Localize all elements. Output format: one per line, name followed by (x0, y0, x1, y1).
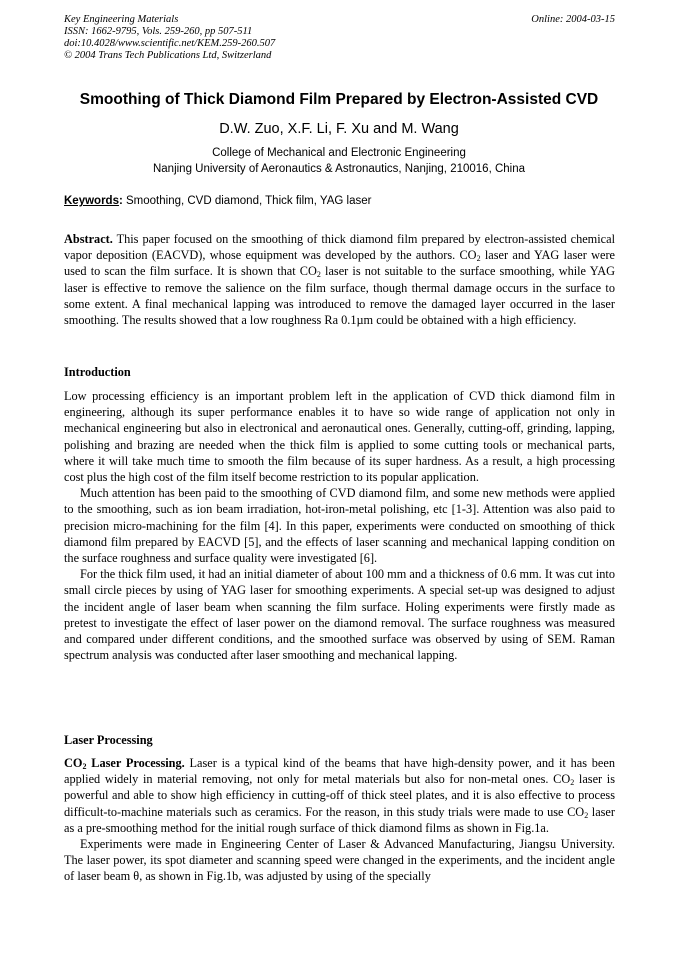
abstract-sub-2: 2 (316, 270, 321, 280)
intro-paragraph-1: Low processing efficiency is an important problem left in the application of CVD thick diamond film in engineering, although its super performance enables it to have so wide range of application not only in mechanical engineering but also in electronical and aeronautical ones. Generally, cutting-off, grinding, lapping, polishing and brazing are needed when the thick film is applied to some cutting tools or mechanical parts, where it will take much time to smooth the film because of its super hardness. As a result, a high processing cost plus the high cost of the film itself become restriction to its popular application. (64, 389, 615, 485)
laser-paragraph-1: $CO_2$ Laser Processing. Laser is a typical kind of the beams that have high-density power, and it has been applied widely in material removing, not only for metal materials but also for non-metal ones. $CO_2$ laser is powerful and able to show high efficiency in cutting-off of thick steel plates, and it is also effective to process difficult-to-machine materials such as ceramics. For the reason, in this study trials were made to use $CO_2$ laser as a pre-smoothing method for the initial rough surface of thick diamond films as shown in Fig.1a. (64, 756, 616, 835)
affiliation (0, 145, 678, 177)
keywords-label: Keywords (64, 195, 119, 207)
affiliation-line-1: College of Mechanical and Electronic Engineering (212, 147, 466, 159)
keywords-colon: : (118, 195, 123, 207)
introduction-heading: Introduction (64, 365, 131, 379)
introduction-section (64, 388, 615, 663)
keywords (64, 195, 615, 207)
issn-line: ISSN: 1662-9795, Vols. 259-260, pp 507-511 (64, 26, 253, 37)
intro-paragraph-3: For the thick film used, it had an initial diameter of about 100 mm and a thickness of 0.6 mm. It was cut into small circle pieces by using of YAG laser for smoothing experiments. A special set-up was designed to adjust the incident angle of laser beam when scanning the film surface. Holing experiments were firstly made as pretest to investigate the effect of laser power on the diamond removal. The surface roughness was measured and compared under different conditions, and the smoothed surface was observed by using of SEM. Raman spectrum analysis was conducted after laser smoothing and mechanical lapping. (64, 567, 615, 663)
abstract-label: Abstract. (64, 232, 113, 246)
doi-line[interactable]: doi:10.4028/www.scientific.net/KEM.259-260.507 (64, 38, 276, 49)
keywords-text: Smoothing, CVD diamond, Thick film, YAG laser (122, 195, 372, 207)
paper-title: Smoothing of Thick Diamond Film Prepared by Electron-Assisted CVD (79, 91, 599, 108)
abstract-text-3: laser is not suitable to the surface smoothing, while YAG laser is effective to remove the salience on the film surface, though thermal damage occurs in the surface to some extent. A final mechanical lapping was introduced to remove the damaged layer occurred in the laser smoothing. The results showed that a low roughness Ra 0.1µm could be obtained with a high efficiency. (64, 264, 615, 328)
journal-header (64, 14, 615, 62)
affiliation-line-2: Nanjing University of Aeronautics & Astronautics, Nanjing, 210016, China (152, 163, 526, 175)
laser-processing-heading: Laser Processing (64, 733, 153, 747)
abstract-text-2: laser and YAG laser were used to scan the film surface. It is shown that CO (64, 248, 615, 279)
laser-processing-section (64, 755, 615, 885)
co2-subheading: $CO_2$ Laser Processing. (64, 756, 185, 771)
journal-name: Key Engineering Materials (64, 14, 179, 25)
abstract (64, 231, 615, 328)
abstract-text-1: This paper focused on the smoothing of thick diamond film prepared by electron-assisted chemical vapor deposition (EACVD), whose equipment was developed by the authors. CO (64, 232, 615, 263)
abstract-sub-1: 2 (476, 254, 481, 264)
copyright-line: © 2004 Trans Tech Publications Ltd, Switzerland (64, 50, 272, 61)
online-date: Online: 2004-03-15 (531, 14, 615, 25)
author-list: D.W. Zuo, X.F. Li, F. Xu and M. Wang (219, 121, 459, 137)
intro-paragraph-2: Much attention has been paid to the smoothing of CVD diamond film, and some new methods were applied to the smoothing, such as ion beam irradiation, hot-iron-metal polishing, etc [1-3]. Attention was also paid to precision micro-machining for the film [4]. In this paper, experiments were conducted on smoothing of thick diamond film prepared by EACVD [5], and the effects of laser scanning and mechanical lapping condition on the surface roughness and surface quality were investigated [6]. (64, 486, 615, 566)
laser-paragraph-2: Experiments were made in Engineering Center of Laser & Advanced Manufacturing, Jiangsu University. The laser power, its spot diameter and scanning speed were changed in the experiments, and the incident angle of laser beam θ, as shown in Fig.1b, was adjusted by using of the specially (64, 837, 615, 884)
